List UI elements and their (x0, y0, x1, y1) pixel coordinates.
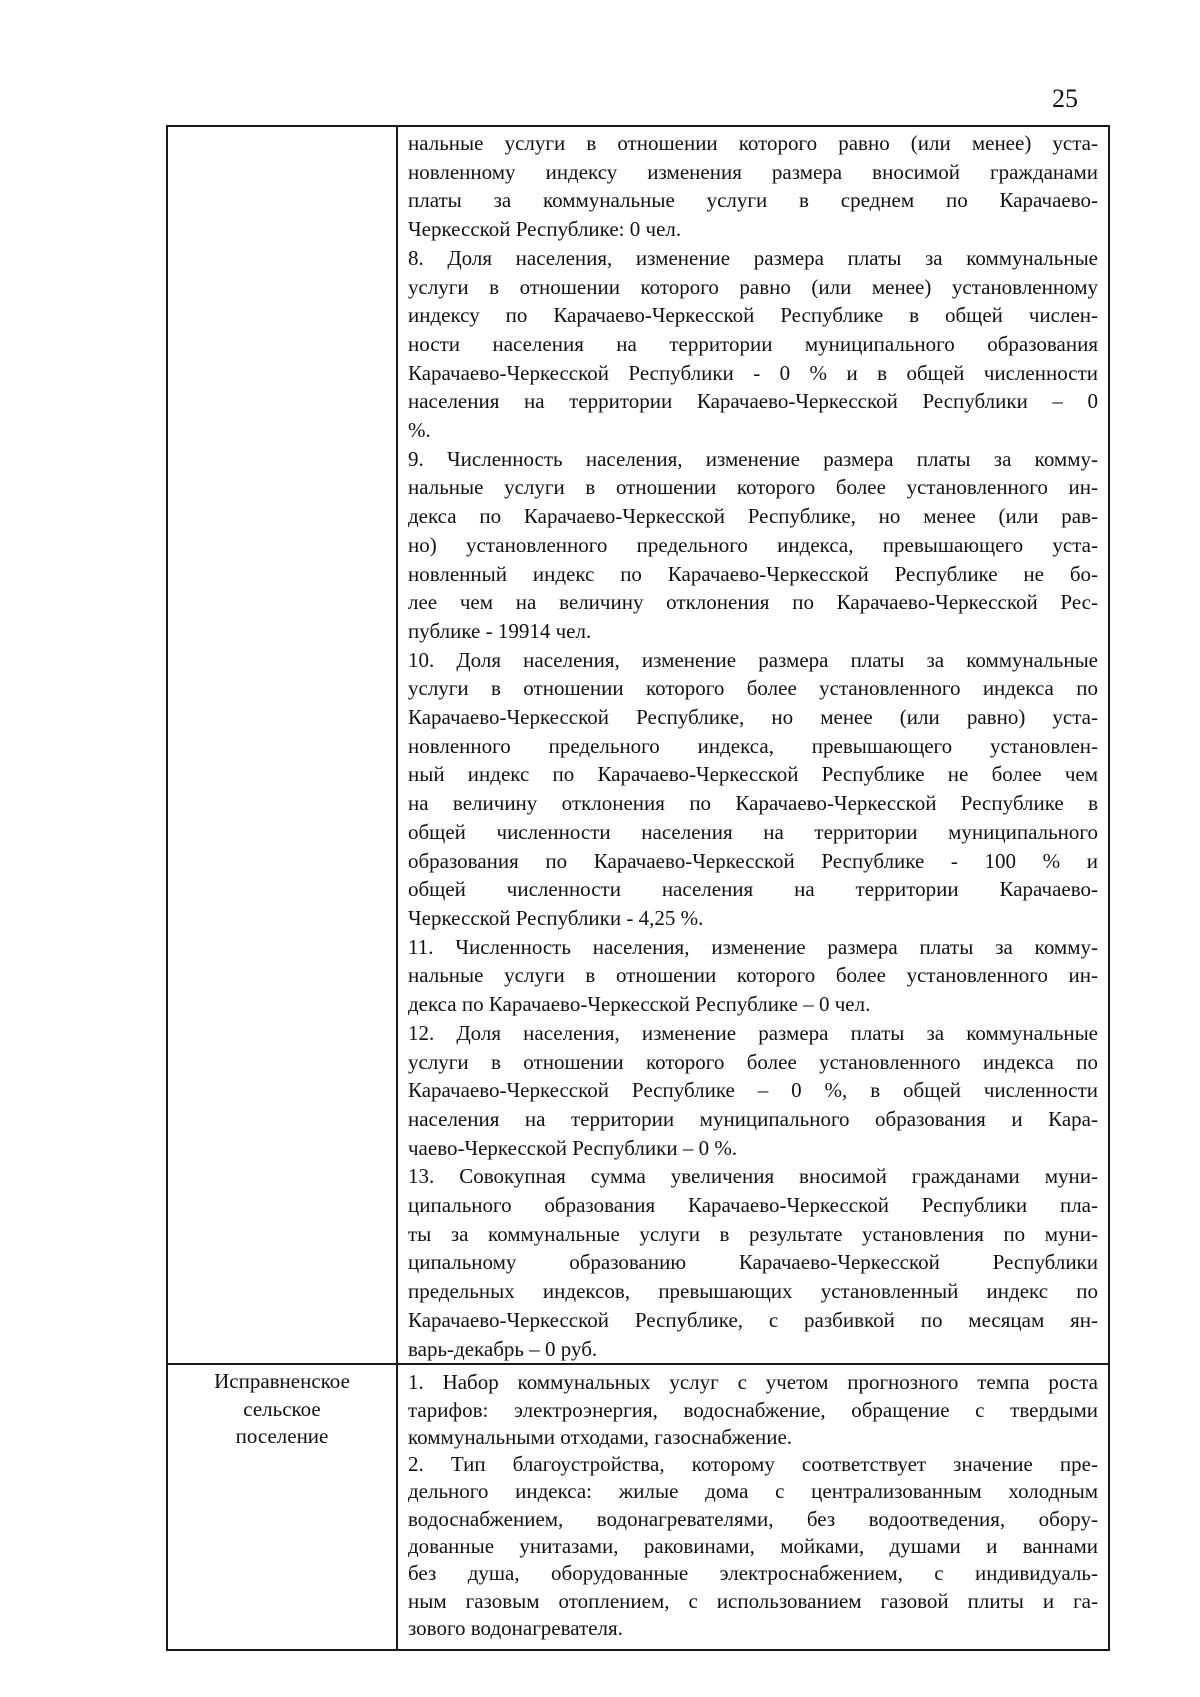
text-line: ты за коммунальные услуги в результате установления по муни- (408, 1221, 1098, 1246)
text-line: ципальному образованию Карачаево-Черкесской Республики (408, 1250, 1098, 1275)
settlement-name-line: поселение (235, 1424, 329, 1449)
settlement-name-line: Исправненское (214, 1369, 350, 1394)
text-line: населения на территории Карачаево-Черкесской Республики – 0 (408, 389, 1098, 414)
text-line: ный индекс по Карачаево-Черкесской Республике не более чем (408, 762, 1098, 787)
indicators-cell (397, 1364, 1109, 1650)
text-line: Карачаево-Черкесской Республики - 0 % и в общей численности (408, 360, 1098, 385)
text-line: Карачаево-Черкесской Республике – 0 %, в общей численности (408, 1078, 1098, 1103)
text-line: 10. Доля населения, изменение размера платы за коммунальные (408, 647, 1098, 672)
text-line: ности населения на территории муниципального образования (408, 331, 1098, 356)
text-line: %. (408, 418, 431, 443)
text-line: индексу по Карачаево-Черкесской Республике в общей числен- (408, 303, 1098, 328)
text-line: декса по Карачаево-Черкесской Республике – 0 чел. (408, 992, 871, 1017)
text-line: услуги в отношении которого более установленного индекса по (408, 1049, 1098, 1074)
text-line: 9. Численность населения, изменение размера платы за комму- (408, 446, 1098, 471)
text-line: платы за коммунальные услуги в среднем по Карачаево- (408, 188, 1098, 213)
text-line: ным газовым отоплением, с использованием газовой плиты и га- (408, 1588, 1098, 1613)
settlement-name-line: сельское (243, 1396, 321, 1421)
text-line: предельных индексов, превышающих установленный индекс по (408, 1279, 1098, 1304)
text-line: дельного индекса: жилые дома с централизованным холодным (408, 1479, 1098, 1504)
text-line: декса по Карачаево-Черкесской Республике, но менее (или рав- (408, 504, 1098, 529)
text-line: 11. Численность населения, изменение размера платы за комму- (408, 934, 1098, 959)
indicators-text (398, 1365, 1108, 1642)
text-line: варь-декабрь – 0 руб. (408, 1336, 598, 1361)
text-line: но) установленного предельного индекса, превышающего уста- (408, 532, 1098, 557)
text-line: чаево-Черкесской Республики – 0 %. (408, 1135, 738, 1160)
indicators-cell (397, 126, 1109, 1364)
text-line: общей численности населения на территории муниципального (408, 819, 1098, 844)
text-line: образования по Карачаево-Черкесской Республике - 100 % и (408, 848, 1098, 873)
text-line: нальные услуги в отношении которого более установленного ин- (408, 963, 1098, 988)
text-line: Черкесской Республики - 4,25 %. (408, 905, 704, 930)
text-line: ципального образования Карачаево-Черкесской Республики пла- (408, 1193, 1098, 1218)
text-line: общей численности населения на территории Карачаево- (408, 877, 1098, 902)
text-line: нальные услуги в отношении которого более установленного ин- (408, 475, 1098, 500)
table-row (167, 126, 1109, 1364)
text-line: дованные унитазами, раковинами, мойками, душами и ваннами (408, 1534, 1098, 1559)
text-line: услуги в отношении которого более установленного индекса по (408, 676, 1098, 701)
settlement-name (168, 1365, 396, 1451)
text-line: зового водонагревателя. (408, 1615, 623, 1640)
text-line: Карачаево-Черкесской Республике, но менее (или равно) уста- (408, 705, 1098, 730)
text-line: 13. Совокупная сумма увеличения вносимой гражданами муни- (408, 1164, 1098, 1189)
settlement-cell (167, 126, 397, 1364)
text-line: водоснабжением, водонагревателями, без водоотведения, обору- (408, 1506, 1098, 1531)
text-line: услуги в отношении которого равно (или менее) установленному (408, 274, 1098, 299)
text-line: населения на территории муниципального образования и Кара- (408, 1106, 1098, 1131)
text-line: коммунальными отходами, газоснабжение. (408, 1424, 793, 1449)
text-line: тарифов: электроэнергия, водоснабжение, обращение с твердыми (408, 1397, 1098, 1422)
text-line: 2. Тип благоустройства, которому соответствует значение пре- (408, 1452, 1098, 1477)
text-line: Черкесской Республике: 0 чел. (408, 217, 682, 242)
text-line: Карачаево-Черкесской Республике, с разбивкой по месяцам ян- (408, 1307, 1098, 1332)
text-line: 8. Доля населения, изменение размера платы за коммунальные (408, 245, 1098, 270)
text-line: новленному индексу изменения размера вносимой гражданами (408, 159, 1098, 184)
text-line: публике - 19914 чел. (408, 618, 592, 643)
text-line: 1. Набор коммунальных услуг с учетом прогнозного темпа роста (408, 1370, 1098, 1395)
document-table (166, 125, 1110, 1651)
settlement-cell (167, 1364, 397, 1650)
text-line: 12. Доля населения, изменение размера платы за коммунальные (408, 1020, 1098, 1045)
text-line: новленный индекс по Карачаево-Черкесской Республике не бо- (408, 561, 1098, 586)
text-line: нальные услуги в отношении которого равно (или менее) уста- (408, 131, 1098, 155)
table-row (167, 1364, 1109, 1650)
indicators-text (398, 127, 1108, 1363)
page-number: 25 (1052, 84, 1078, 113)
text-line: на величину отклонения по Карачаево-Черкесской Республике в (408, 791, 1098, 816)
text-line: лее чем на величину отклонения по Карачаево-Черкесской Рес- (408, 590, 1098, 615)
text-line: новленного предельного индекса, превышающего установлен- (408, 733, 1098, 758)
text-line: без душа, оборудованные электроснабжением, с индивидуаль- (408, 1561, 1098, 1586)
